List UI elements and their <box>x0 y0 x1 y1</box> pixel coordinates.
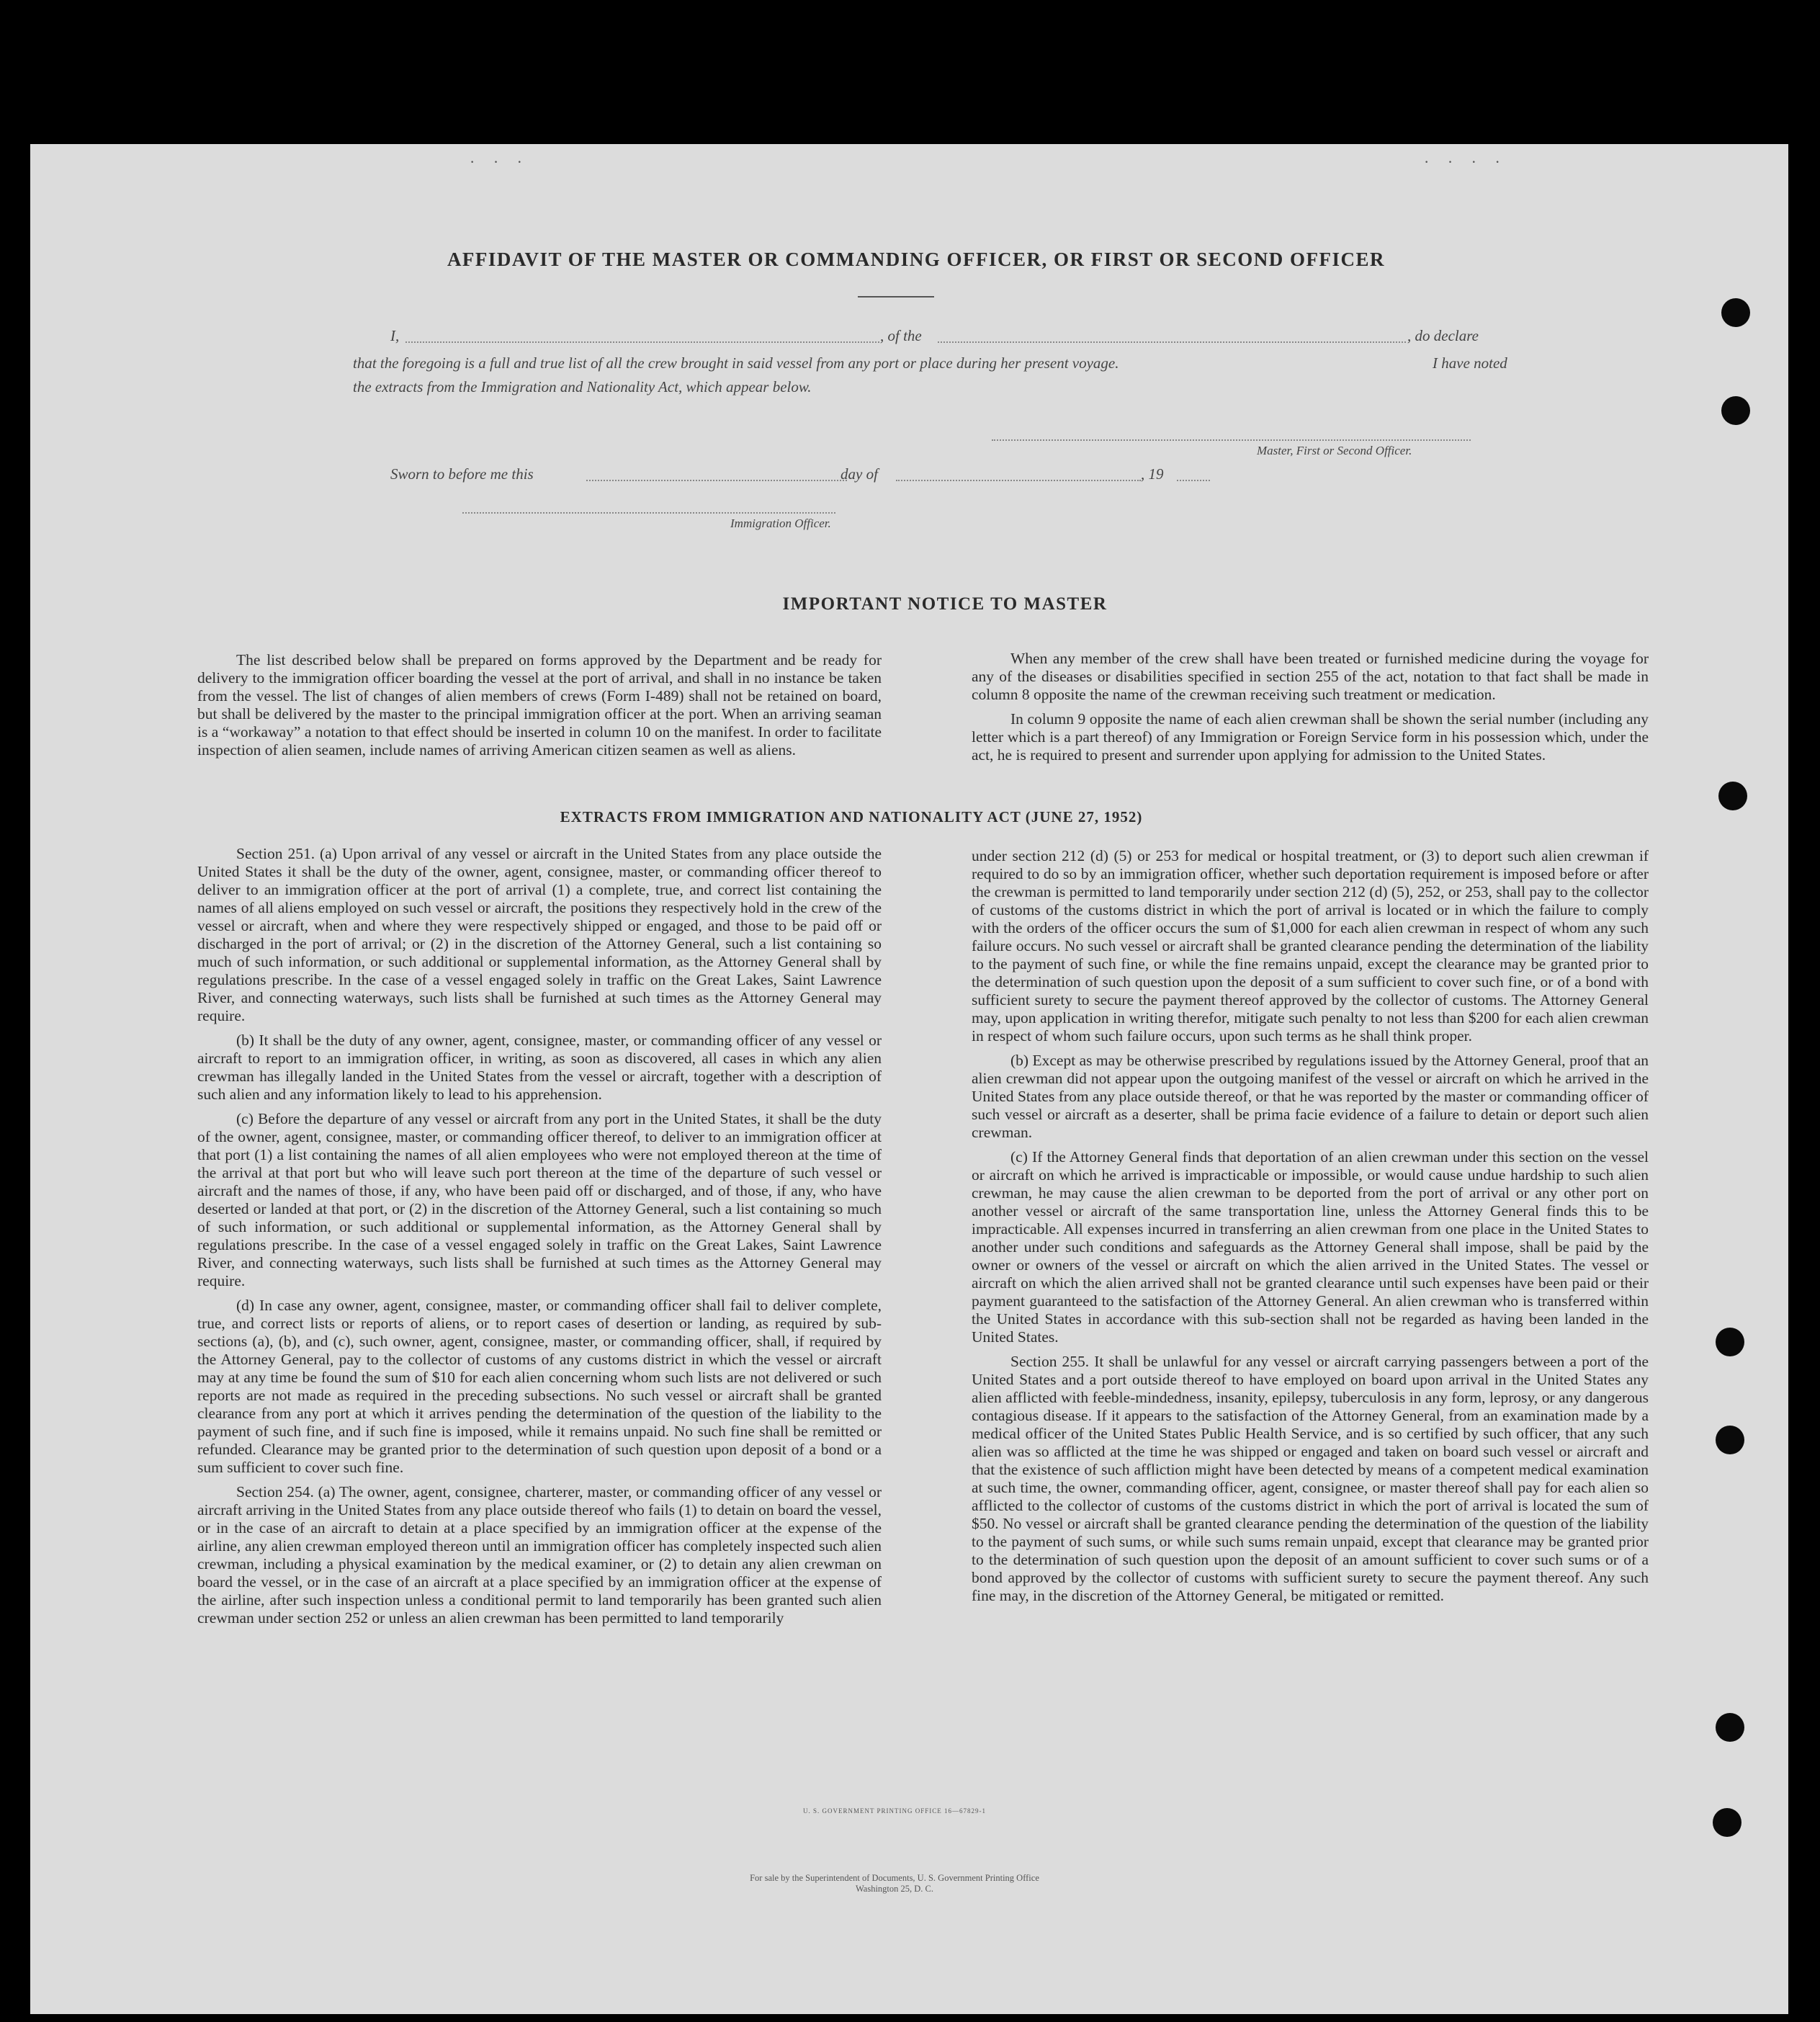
sworn-label: Sworn to before me this <box>390 465 534 483</box>
sworn-month-field[interactable] <box>896 480 1141 481</box>
notice-title: IMPORTANT NOTICE TO MASTER <box>782 594 1108 614</box>
notice-paragraph: In column 9 opposite the name of each alien crewman shall be shown the serial number (including any letter which is a part thereof) of any Immigration or Foreign Service form in his possession which, under the act, he is required to present and surrender upon applying for admission to the United States. <box>972 710 1649 764</box>
notice-left-column <box>197 651 882 766</box>
act-paragraph: Section 254. (a) The owner, agent, consignee, charterer, master, or commanding officer of any vessel or aircraft arriving in the United States from any place outside thereof who fails (1) to detain on board the vessel, or in the case of an aircraft to detain at a place specified by an immigration officer at the expense of the airline, any alien crewman employed thereon until an immigration officer has completely inspected such alien crewman, including a physical examination by the medical examiner, or (2) to detain any alien crewman on board the vessel, or in the case of an aircraft at a place specified by an immigration officer at the expense of the airline, after such inspection unless a conditional permit to land temporarily has been granted such alien crewman under section 252 or unless an alien crewman has been permitted to land temporarily <box>197 1483 882 1627</box>
scan-speck: · · · · <box>1424 153 1507 171</box>
punch-hole <box>1716 1328 1744 1356</box>
declaration-line-2: that the foregoing is a full and true list of all the crew brought in said vessel from any port or place during her present voyage. <box>353 354 1119 372</box>
master-signature-caption: Master, First or Second Officer. <box>1257 444 1412 457</box>
sworn-year-field[interactable] <box>1177 480 1210 481</box>
act-paragraph: (c) Before the departure of any vessel or aircraft from any port in the United States, it shall be the duty of the owner, agent, consignee, master, or commanding officer thereof, to deliver to an immigration officer at that port (1) a list containing the names of all alien employees who were not employed thereon at the time of the arrival at that port but who will leave such port thereon at the time of the departure of such vessel or aircraft and the names of those, if any, who have been paid off or discharged, and of those, if any, who have deserted or landed at that port, or (2) in the discretion of the Attorney General, such a list containing so much of such information, or such additional or supplemental information, as the Attorney General shall by regulations prescribe. In the case of a vessel engaged solely in traffic on the Great Lakes, Saint Lawrence River, and connecting waterways, such lists shall be furnished at such times as the Attorney General may require. <box>197 1110 882 1289</box>
affidavit-title: AFFIDAVIT OF THE MASTER OR COMMANDING OFFICER, OR FIRST OR SECOND OFFICER <box>447 249 1386 270</box>
punch-hole <box>1716 1713 1744 1742</box>
notice-paragraph: When any member of the crew shall have been treated or furnished medicine during the voyage for any of the diseases or disabilities specified in section 255 of the act, notation to that fact shall be made in column 8 opposite the name of the crewman receiving such treatment or medication. <box>972 650 1649 703</box>
vessel-name-field[interactable] <box>938 341 1406 343</box>
punch-hole <box>1721 396 1750 425</box>
extracts-left-column <box>197 845 882 1634</box>
master-signature-line[interactable] <box>992 439 1471 441</box>
extracts-title: EXTRACTS FROM IMMIGRATION AND NATIONALITY ACT (JUNE 27, 1952) <box>560 808 1143 826</box>
year-label: , 19 <box>1141 465 1164 483</box>
sworn-day-field[interactable] <box>586 480 847 481</box>
punch-hole <box>1718 782 1747 810</box>
declare-label: , do declare <box>1407 327 1479 344</box>
act-paragraph: (b) Except as may be otherwise prescribed by regulations issued by the Attorney General, proof that an alien crewman did not appear upon the outgoing manifest of the vessel or aircraft on which he arrived in the United States from any place outside thereof, or that he was reported by the master or commanding officer of such vessel or aircraft as a deserter, shall be prima facie evidence of a failure to detain or deport such alien crewman. <box>972 1052 1649 1141</box>
officer-signature-line[interactable] <box>462 512 835 514</box>
act-paragraph: Section 251. (a) Upon arrival of any vessel or aircraft in the United States from any place outside the United States it shall be the duty of the owner, agent, consignee, master, or commanding officer thereof to deliver to an immigration officer at the port of arrival (1) a complete, true, and correct list containing the names of all aliens employed on such vessel or aircraft, the positions they respectively hold in the crew of the vessel or aircraft, when and where they were respectively shipped or engaged, and those to be paid off or discharged in the port of arrival; or (2) in the discretion of the Attorney General, such a list containing so much of such information, or such additional or supplemental information, as the Attorney General shall by regulations prescribe. In the case of a vessel engaged solely in traffic on the Great Lakes, Saint Lawrence River, and connecting waterways, such lists shall be furnished at such times as the Attorney General may require. <box>197 845 882 1024</box>
declaration-noted: I have noted <box>1433 354 1507 372</box>
punch-hole <box>1721 298 1750 327</box>
act-paragraph: (d) In case any owner, agent, consignee, master, or commanding officer shall fail to deliver complete, true, and correct lists or reports of aliens, or to report cases of desertion or landing, as required by sub-sections (a), (b), and (c), such owner, agent, consignee, master, or commanding officer, shall, if required by the Attorney General, pay to the collector of customs of any customs district in which the vessel or aircraft may at any time be found the sum of $10 for each alien concerning whom such lists are not delivered or such reports are not made as required in the preceding subsections. No such vessel or aircraft shall be granted clearance from any port at which it arrives pending the determination of the question of the liability to the payment of such fine, and if such fine is imposed, while it remains unpaid. No such fine shall be remitted or refunded. Clearance may be granted prior to the determination of such question upon deposit of a bond or a sum sufficient to cover such fine. <box>197 1297 882 1476</box>
vessel-label: , of the <box>880 327 922 344</box>
notice-right-column <box>972 650 1649 771</box>
act-paragraph: (c) If the Attorney General finds that deportation of an alien crewman under this section on the vessel or aircraft on which he arrived is impracticable or impossible, or would cause undue hardship to such alien crewman, he may cause the alien crewman to be deported from the port of arrival or any other port on another vessel or aircraft of the same transportation line, unless the Attorney General finds this to be impracticable. All expenses incurred in transferring an alien crewman from one place in the United States to another under such conditions and safeguards as the Attorney General shall impose, shall be paid by the owner or owners of the vessel or aircraft on which the alien arrived in the United States. The vessel or aircraft on which the alien arrived shall not be granted clearance until such expenses have been paid or their payment guaranteed to the satisfaction of the Attorney General. An alien crewman who is transferred within the United States in accordance with this sub-section shall not be regarded as having been landed in the United States. <box>972 1148 1649 1346</box>
notice-paragraph: The list described below shall be prepared on forms approved by the Department and be ready for delivery to the immigration officer boarding the vessel at the port of arrival, and shall in no instance be taken from the vessel. The list of changes of alien members of crews (Form I-489) shall not be retained on board, but shall be delivered by the master to the principal immigration officer at the port. When an arriving seaman is a “workaway” a notation to that effect should be inserted in column 10 on the manifest. In order to facilitate inspection of alien seamen, include names of arriving American citizen seamen as well as aliens. <box>197 651 882 759</box>
act-paragraph: under section 212 (d) (5) or 253 for medical or hospital treatment, or (3) to deport such alien crewman if required to do so by an immigration officer, whether such deportation requirement is imposed before or after the crewman is permitted to land temporarily under section 212 (d) (5), 252, or 253, shall pay to the collector of customs of the customs district in which the port of arrival is located or in which the failure to comply with the orders of the officer occurs the sum of $1,000 for each alien crewman in respect of whom any such failure occurs. No such vessel or aircraft shall be granted clearance pending the determination of the liability to the payment of such fine, or while the fine remains unpaid, except the clearance may be granted prior to the determination of such question upon the deposit of a sum sufficient to cover such fine, or of a bond with sufficient surety to secure the payment thereof approved by the collector of customs. The Attorney General may, upon application in writing therefor, mitigate such penalty to not less than $200 for each alien crewman in respect of whom such failure occurs, upon such terms as he shall think proper. <box>972 847 1649 1044</box>
punch-hole <box>1716 1426 1744 1454</box>
gpo-imprint: U. S. GOVERNMENT PRINTING OFFICE 16—67829-1 <box>802 1807 987 1815</box>
act-paragraph: Section 255. It shall be unlawful for any vessel or aircraft carrying passengers between a port of the United States and a port outside thereof to have employed on board upon arrival in the United States any alien afflicted with feeble-mindedness, insanity, epilepsy, tuberculosis in any form, leprosy, or any dangerous contagious disease. If it appears to the satisfaction of the Attorney General, from an examination made by a medical officer of the United States Public Health Service, and is so certified by such officer, that any such alien was so afflicted at the time he was shipped or engaged and taken on board such vessel or aircraft and that the existence of such affliction might have been detected by means of a competent medical examination at such time, the owner, commanding officer, agent, consignee, or master thereof shall pay for each alien so afflicted to the collector of customs of the customs district in which the port of arrival is located the sum of $50. No vessel or aircraft shall be granted clearance pending the determination of the question of the liability to the payment of such sums, or while such sums remain unpaid, except that clearance may be granted prior to the determination of such question upon the deposit of an amount sufficient to cover such sums or of a bond approved by the collector of customs with sufficient surety to secure the payment thereof. Any such fine may, in the discretion of the Attorney General, be mitigated or remitted. <box>972 1353 1649 1604</box>
act-paragraph: (b) It shall be the duty of any owner, agent, consignee, master, or commanding officer of any vessel or aircraft to report to an immigration officer, in writing, as soon as discovered, all cases in which any alien crewman has illegally landed in the United States from the vessel or aircraft, together with a description of such alien and any information likely to lead to his apprehension. <box>197 1032 882 1103</box>
form-page <box>30 144 1788 2014</box>
sale-notice <box>606 1873 1183 1894</box>
extracts-right-column <box>972 847 1649 1611</box>
declaration-line-3: the extracts from the Immigration and Nationality Act, which appear below. <box>353 378 812 395</box>
punch-hole <box>1713 1808 1741 1837</box>
declarant-label: I, <box>390 327 400 344</box>
declarant-name-field[interactable] <box>405 341 879 343</box>
officer-signature-caption: Immigration Officer. <box>730 516 831 530</box>
sale-notice-line: Washington 25, D. C. <box>855 1884 934 1894</box>
day-of-label: day of <box>840 465 878 483</box>
scan-speck: · · · <box>470 153 529 171</box>
sale-notice-line: For sale by the Superintendent of Documents, U. S. Government Printing Office <box>750 1873 1039 1883</box>
title-rule <box>858 296 934 298</box>
